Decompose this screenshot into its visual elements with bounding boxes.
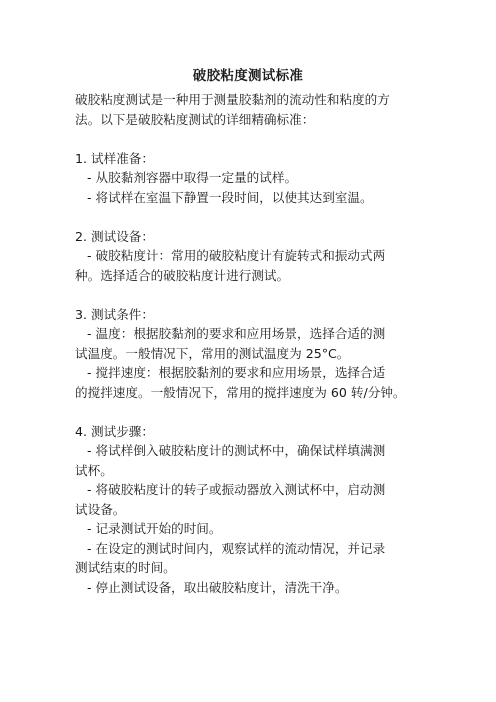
spacer [75, 402, 445, 422]
intro-line: 破胶粘度测试是一种用于测量胶黏剂的流动性和粘度的方 [75, 92, 390, 107]
section-line: - 在设定的测试时间内，观察试样的流动情况，并记录 [75, 540, 386, 556]
section-line: - 将试样倒入破胶粘度计的测试杯中，确保试样填满测 [75, 443, 386, 458]
section-heading: 1. 试样准备： [75, 150, 154, 166]
spacer [75, 207, 445, 227]
section-line: - 从胶黏剂容器中取得一定量的试样。 [75, 170, 298, 185]
section-line: - 将破胶粘度计的转子或振动器放入测试杯中，启动测 [75, 482, 386, 497]
section-line: - 停止测试设备，取出破胶粘度计，清洗干净。 [75, 579, 348, 595]
section-line: - 温度：根据胶黏剂的要求和应用场景，选择合适的测 [75, 326, 386, 341]
section-line: 试杯。 [75, 462, 113, 478]
spacer [75, 129, 445, 149]
document-title: 破胶粘度测试标准 [192, 68, 304, 84]
section-line: 种。选择适合的破胶粘度计进行测试。 [75, 267, 290, 283]
section-heading: 3. 测试条件： [75, 306, 154, 322]
section-heading: 4. 测试步骤： [75, 423, 154, 439]
section-line: - 记录测试开始的时间。 [75, 521, 222, 536]
section-line: - 搅拌速度：根据胶黏剂的要求和应用场景，选择合适 [75, 365, 386, 380]
document-body [75, 90, 445, 597]
section-line: - 将试样在室温下静置一段时间，以使其达到室温。 [75, 189, 373, 205]
intro-line: 法。以下是破胶粘度测试的详细精确标准： [75, 111, 315, 127]
section-heading: 2. 测试设备： [75, 228, 154, 244]
section-line: - 破胶粘度计：常用的破胶粘度计有旋转式和振动式两 [75, 248, 386, 263]
section-line: 测试结束的时间。 [75, 560, 176, 575]
section-line: 试设备。 [75, 501, 126, 517]
section-line: 试温度。一般情况下，常用的测试温度为 25°C。 [75, 345, 350, 361]
section-line: 的搅拌速度。一般情况下，常用的搅拌速度为 60 转/分钟。 [75, 384, 406, 400]
spacer [75, 285, 445, 305]
